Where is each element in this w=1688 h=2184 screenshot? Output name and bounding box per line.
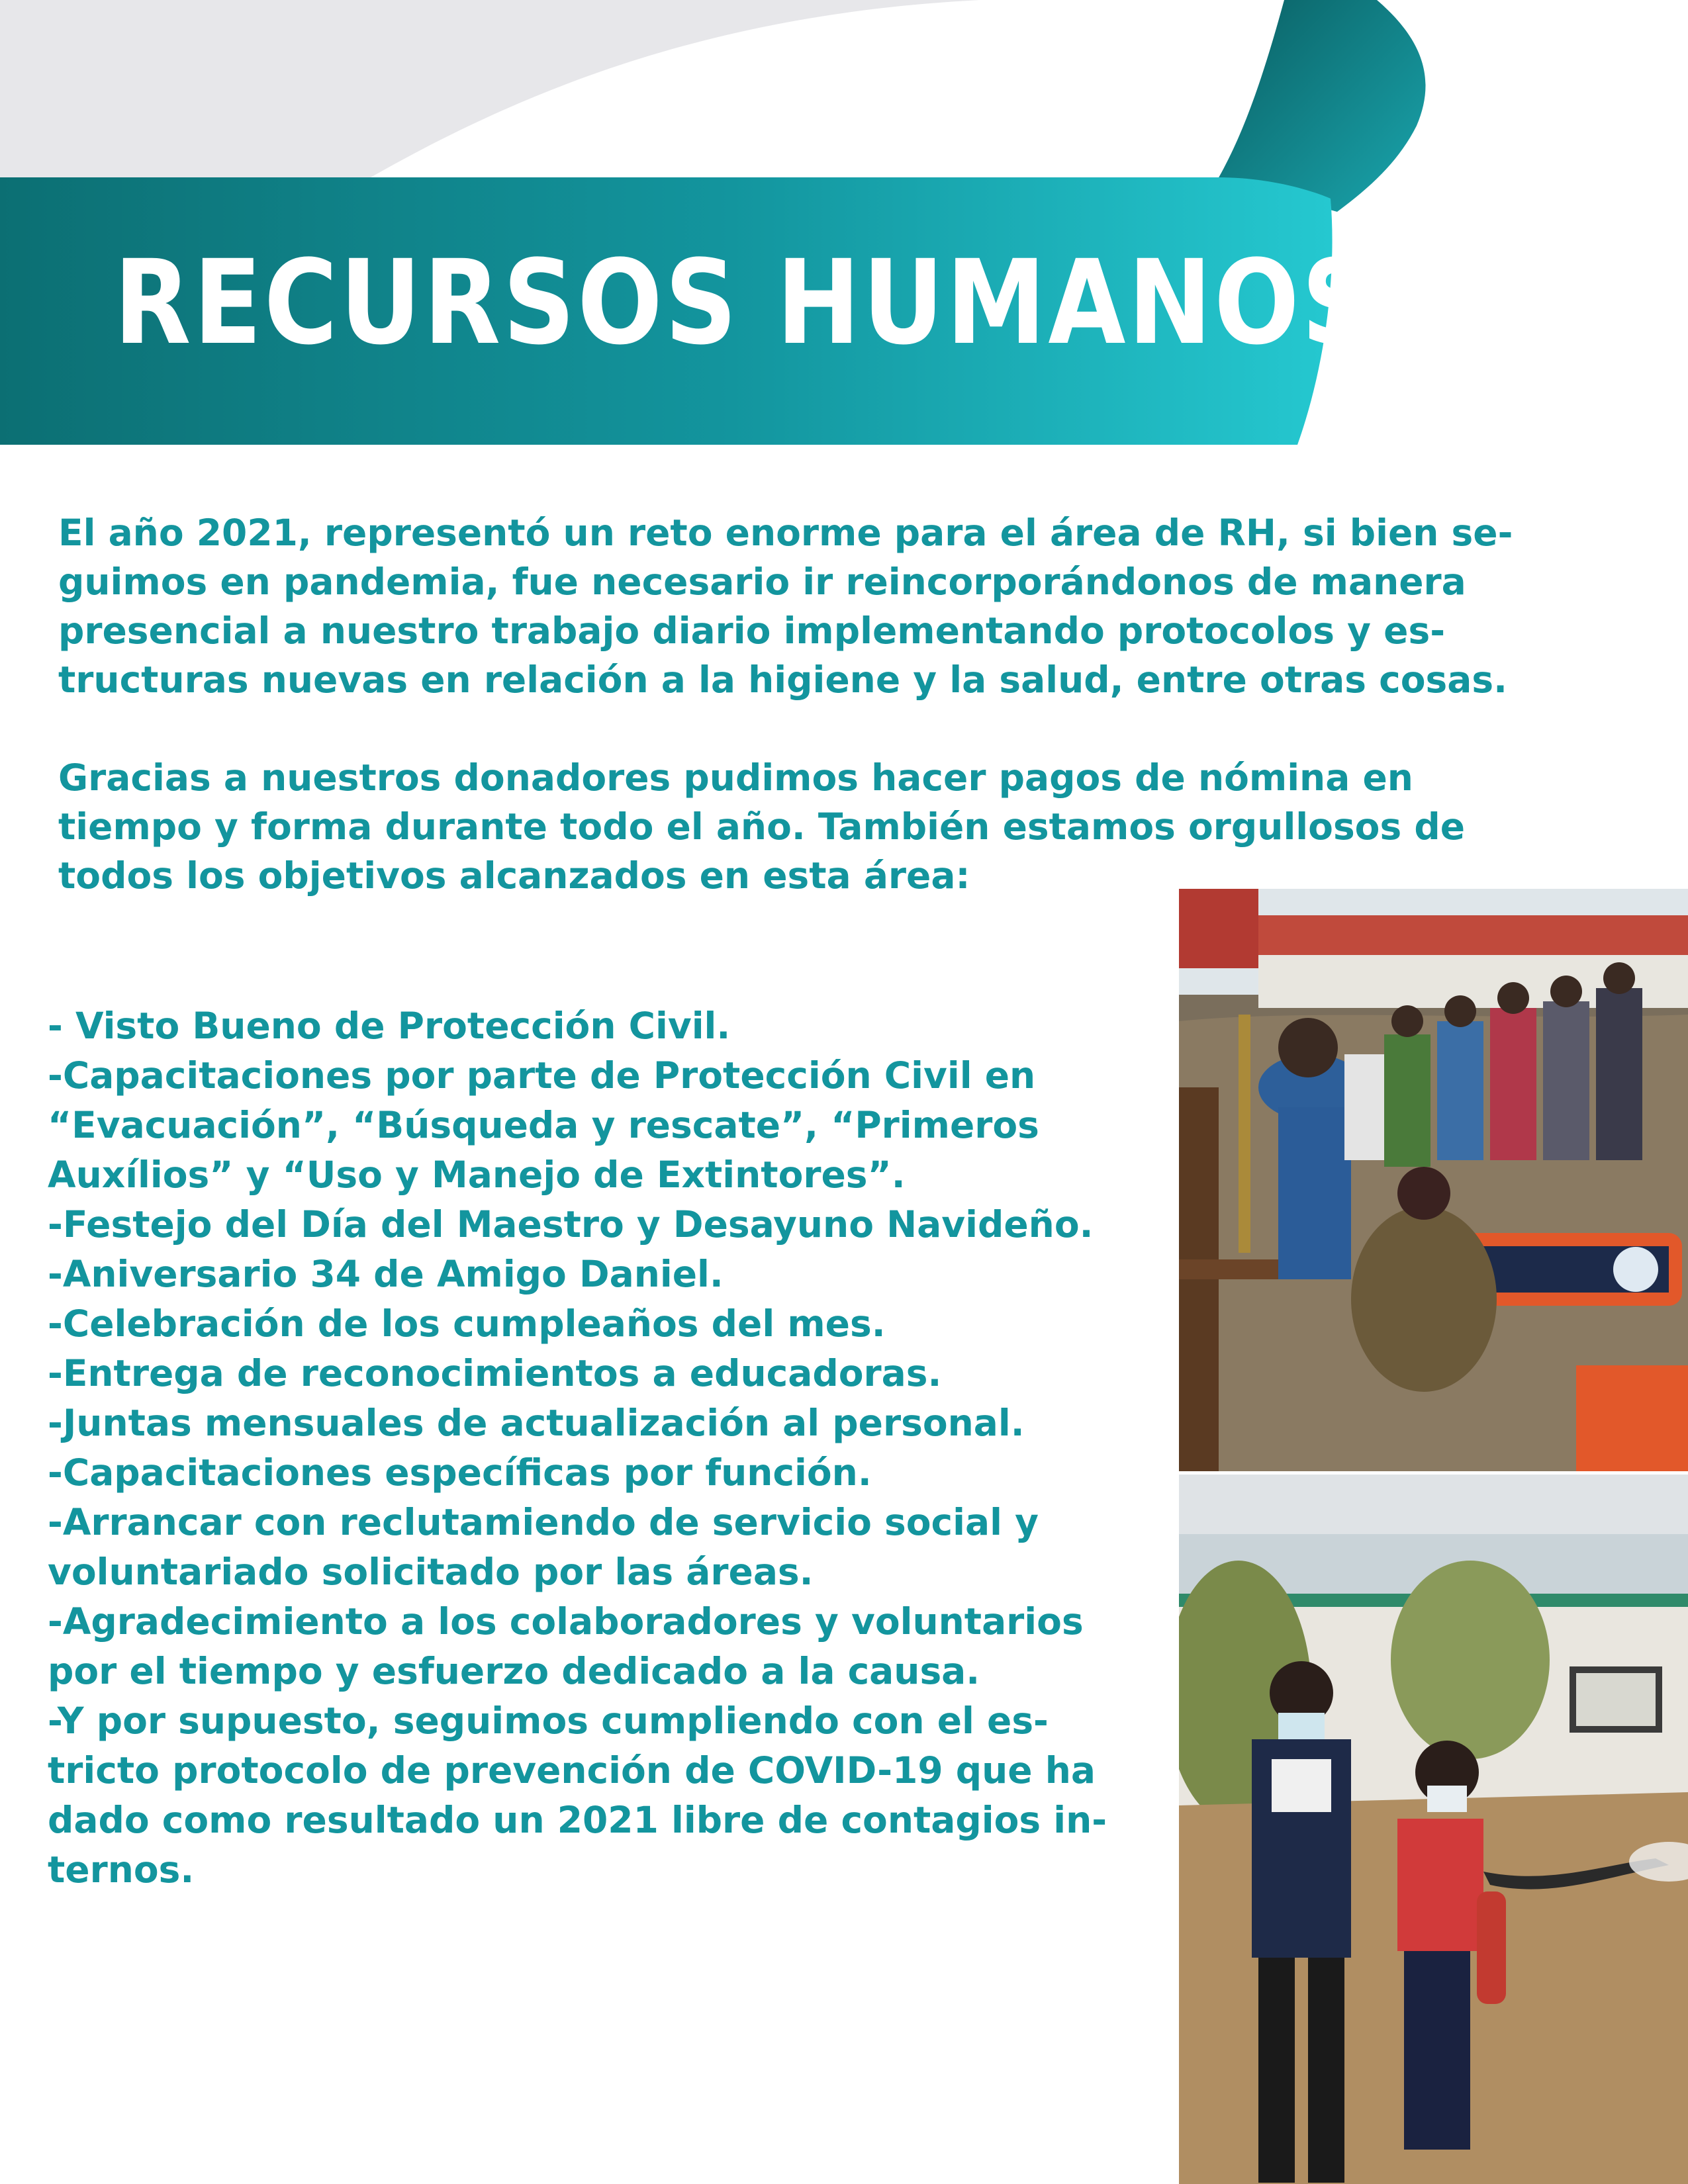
list-item: -Juntas mensuales de actualización al personal. <box>48 1402 1025 1444</box>
list-item: -Y por supuesto, seguimos cumpliendo con el es- tricto protocolo de prevención de COVID-19 que ha dado como resultado un 2021 libre de contagios in- ternos. <box>48 1700 1107 1891</box>
list-item: -Capacitaciones por parte de Protección Civil en “Evacuación”, “Búsqueda y rescate”, “Primeros Auxílios” y “Uso y Manejo de Extintores”. <box>48 1054 1039 1196</box>
photo-extinguisher-training <box>1179 1475 1688 2184</box>
list-item: -Agradecimiento a los colaboradores y voluntarios por el tiempo y esfuerzo dedicado a la causa. <box>48 1600 1084 1692</box>
intro-paragraph-2: Gracias a nuestros donadores pudimos hacer pagos de nómina en tiempo y forma durante todo el año. También estamos orgullosos de todos los objetivos alcanzados en esta área: <box>58 756 1466 897</box>
list-item: - Visto Bueno de Protección Civil. <box>48 1005 731 1047</box>
photo-training-group <box>1179 889 1688 1471</box>
intro-text <box>58 508 1601 949</box>
header-banner <box>0 0 1688 450</box>
list-item: -Arrancar con reclutamiendo de servicio social y voluntariado solicitado por las áreas. <box>48 1501 1039 1593</box>
list-item: -Entrega de reconocimientos a educadoras. <box>48 1352 942 1394</box>
list-item: -Festejo del Día del Maestro y Desayuno Navideño. <box>48 1203 1094 1246</box>
gray-swoosh <box>0 0 980 177</box>
achievements-list <box>48 1001 1173 1895</box>
list-item: -Aniversario 34 de Amigo Daniel. <box>48 1253 724 1295</box>
list-item: -Celebración de los cumpleaños del mes. <box>48 1302 886 1345</box>
page-title: RECURSOS HUMANOS <box>114 235 1376 371</box>
intro-paragraph-1: El año 2021, representó un reto enorme para el área de RH, si bien se- guimos en pandemia, fue necesario ir reincorporándonos de manera presencial a nuestro trabajo diario implementando protocolos y es- tructuras nuevas en relación a la higiene y la salud, entre otras cosas. <box>58 512 1513 701</box>
list-item: -Capacitaciones específicas por función. <box>48 1451 872 1494</box>
